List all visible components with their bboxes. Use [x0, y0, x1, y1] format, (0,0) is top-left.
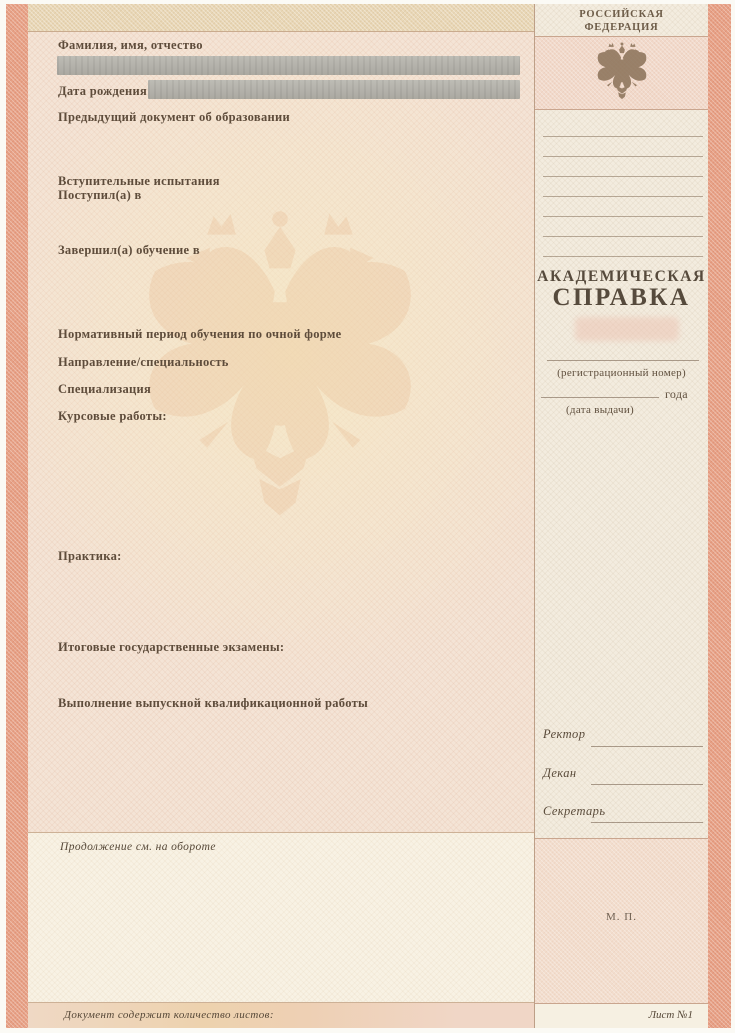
- year-word: года: [665, 387, 688, 401]
- ruled-line: [543, 216, 703, 217]
- country-line2: ФЕДЕРАЦИЯ: [584, 22, 659, 33]
- redacted-name-bar: [57, 56, 520, 75]
- sheet-number: Лист №1: [535, 1003, 708, 1028]
- ruled-line: [543, 236, 703, 237]
- birth-date-label: Дата рождения: [58, 84, 148, 98]
- rector-signature-line: [591, 746, 703, 747]
- right-column: [534, 4, 708, 1028]
- emblem-band: [535, 36, 708, 110]
- specialization-label: Специализация: [58, 382, 152, 396]
- qualification-work-label: Выполнение выпускной квалификационной работы: [58, 696, 369, 710]
- russian-coat-of-arms-icon: [593, 41, 651, 105]
- ruled-line: [543, 256, 703, 257]
- main-form-area: [28, 32, 534, 833]
- issue-date-line: [541, 397, 659, 398]
- seal-area: [535, 838, 708, 1003]
- certificate-title-line1: АКАДЕМИЧЕСКАЯ: [537, 268, 706, 285]
- seal-placeholder: М. П.: [606, 911, 637, 923]
- dean-label: Декан: [543, 766, 577, 780]
- enrolled-label: Поступил(а) в: [58, 188, 142, 202]
- ruled-line: [543, 136, 703, 137]
- sheets-count-label: Документ содержит количество листов:: [64, 1009, 274, 1021]
- continuation-area: [28, 833, 534, 1003]
- ruled-line: [543, 196, 703, 197]
- specialty-label: Направление/специальность: [58, 355, 229, 369]
- normative-period-label: Нормативный период обучения по очной форме: [58, 327, 342, 341]
- registration-caption: (регистрационный номер): [557, 367, 686, 379]
- bottom-band-left: [28, 1003, 534, 1028]
- certificate-title-line2: СПРАВКА: [552, 284, 691, 311]
- top-ornament-band: [28, 4, 534, 32]
- redacted-birthdate-bar: [148, 80, 520, 99]
- left-column: [28, 4, 534, 1028]
- ruled-line: [543, 176, 703, 177]
- secretary-label: Секретарь: [543, 804, 606, 818]
- continuation-note: Продолжение см. на обороте: [60, 841, 216, 853]
- certificate-panel: [535, 110, 708, 838]
- country-header: [535, 4, 708, 36]
- practice-label: Практика:: [58, 549, 122, 563]
- full-name-label: Фамилия, имя, отчество: [58, 38, 203, 52]
- completed-label: Завершил(а) обучение в: [58, 243, 200, 257]
- entrance-exams-label: Вступительные испытания: [58, 174, 220, 188]
- dean-signature-line: [591, 784, 703, 785]
- previous-education-label: Предыдущий документ об образовании: [58, 110, 291, 124]
- rector-label: Ректор: [543, 727, 586, 741]
- state-exams-label: Итоговые государственные экзамены:: [58, 640, 285, 654]
- watermark-eagle-icon: [124, 140, 436, 610]
- secretary-signature-line: [591, 822, 703, 823]
- academic-certificate-page: [6, 4, 731, 1028]
- coursework-label: Курсовые работы:: [58, 409, 167, 423]
- registration-number-line: [547, 360, 699, 361]
- country-line1: РОССИЙСКАЯ: [579, 9, 664, 20]
- issue-date-caption: (дата выдачи): [565, 404, 635, 416]
- blurred-registration-number: [575, 317, 679, 341]
- ruled-line: [543, 156, 703, 157]
